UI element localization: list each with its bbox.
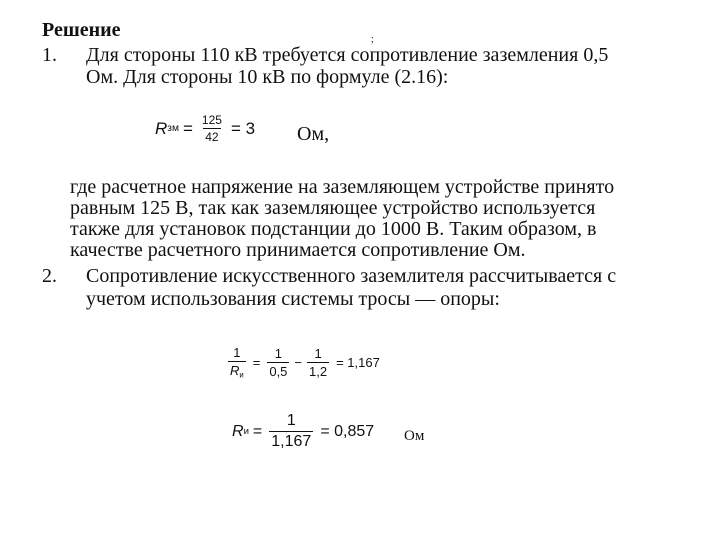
formula2-lhs-fraction xyxy=(228,345,246,380)
paragraph-line4: качестве расчетного принимается сопротивление Ом. xyxy=(70,239,526,261)
formula1-unit: Ом, xyxy=(297,123,330,145)
formula2-f2-den: 1,2 xyxy=(309,363,328,379)
paragraph-line3: также для установок подстанции до 1000 В. Таким образом, в xyxy=(70,218,597,240)
formula2-fraction1 xyxy=(267,346,289,379)
formula3-equals: = xyxy=(252,422,263,440)
formula1-numerator: 125 xyxy=(201,113,222,127)
formula-r-zm xyxy=(155,113,255,144)
formula2-fraction2 xyxy=(307,346,329,379)
item1-line1: Для стороны 110 кВ требуется сопротивление заземления 0,5 xyxy=(86,44,609,66)
formula-inverse-r xyxy=(225,345,380,380)
item1-line2: Ом. Для стороны 10 кВ по формуле (2.16): xyxy=(86,66,449,88)
item1-number: 1. xyxy=(42,44,57,66)
formula1-denominator: 42 xyxy=(205,130,219,144)
formula3-result: = 0,857 xyxy=(320,422,375,440)
paragraph-line1: где расчетное напряжение на заземляющем устройстве принято xyxy=(70,176,615,198)
heading: Решение xyxy=(42,19,121,41)
item2-number: 2. xyxy=(42,265,57,287)
formula2-f1-den: 0,5 xyxy=(269,363,288,379)
item2-line1: Сопротивление искусственного заземлителя рассчитывается с xyxy=(86,265,617,287)
formula2-equals: = xyxy=(252,354,261,370)
stray-mark: ; xyxy=(371,34,374,45)
formula1-subscript: зм xyxy=(167,123,179,134)
formula2-f2-num: 1 xyxy=(314,345,322,361)
formula3-unit: Ом xyxy=(404,428,425,444)
item2-line2: учетом использования системы тросы — опоры: xyxy=(86,288,500,310)
formula1-result: = 3 xyxy=(230,118,256,138)
formula1-symbol: R xyxy=(155,118,168,138)
formula2-lhs-num: 1 xyxy=(233,345,241,360)
formula3-symbol: R xyxy=(232,422,244,440)
formula1-equals: = xyxy=(182,118,193,138)
formula2-result: = 1,167 xyxy=(336,354,380,370)
formula3-fraction xyxy=(269,412,313,451)
formula3-numerator: 1 xyxy=(286,412,296,429)
formula2-minus: − xyxy=(294,354,303,370)
formula2-lhs-symbol: R xyxy=(230,363,240,378)
formula3-denominator: 1,167 xyxy=(271,433,312,450)
paragraph-line2: равным 125 В, так как заземляющее устройство используется xyxy=(70,197,596,219)
formula-r-i xyxy=(232,412,374,451)
formula3-subscript: и xyxy=(243,426,249,437)
formula2-f1-num: 1 xyxy=(274,345,282,361)
formula2-lhs-sub: и xyxy=(239,370,244,380)
formula1-fraction xyxy=(200,113,224,144)
